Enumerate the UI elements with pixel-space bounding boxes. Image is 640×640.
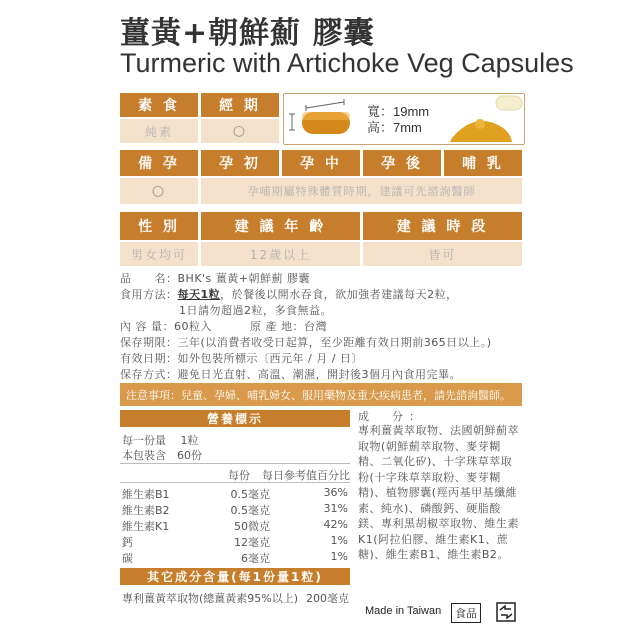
nutrient-name: 鈣	[122, 536, 133, 549]
daily-value-header: 每日參考值百分比	[262, 469, 350, 482]
nutrient-row	[120, 550, 350, 566]
caution-notice: 注意事項：兒童、孕婦、哺乳婦女、服用藥物及重大疾病患者，請先諮詢醫師。	[120, 383, 522, 406]
serving-size: 每一份量 1粒	[122, 434, 199, 447]
capsule-height: 高：7mm	[367, 120, 422, 135]
origin-value: 台灣	[304, 320, 327, 333]
nutrient-daily-value: 1%	[330, 534, 348, 547]
origin-label: 原 產 地：	[250, 320, 304, 333]
per-serving-header: 每份	[228, 469, 250, 482]
vegetarian-header: 素 食	[120, 93, 198, 117]
period-header: 經 期	[201, 93, 279, 117]
other-ingredient-amount: 200毫克	[306, 592, 349, 605]
usage-row	[120, 286, 458, 302]
nutrient-row	[120, 502, 350, 518]
nutrient-daily-value: 1%	[330, 550, 348, 563]
content-value: 60粒入	[174, 320, 212, 333]
product-name-value: BHK's 薑黃+朝鮮薊 膠囊	[177, 272, 310, 285]
nutrient-name: 維生素K1	[122, 520, 170, 533]
late-pregnancy-header: 孕 後	[363, 150, 441, 176]
content-row	[120, 318, 212, 334]
nutrient-row	[120, 518, 350, 534]
nutrition-divider	[120, 482, 350, 483]
early-pregnancy-header: 孕 初	[201, 150, 279, 176]
other-ingredients-title: 其它成分含量(每1份量1粒)	[120, 568, 350, 585]
pregnancy-note: 孕哺期屬特殊體質時期，建議可先諮詢醫師	[201, 178, 522, 204]
servings-per-pack: 本包裝含 60份	[122, 449, 202, 462]
capsule-width: 寬：19mm	[367, 104, 430, 119]
ingredients-text: 專利薑黃萃取物、法國朝鮮薊萃取物(朝鮮薊萃取物、麥芽糊精、二氧化矽)、十字珠草萃取粉(十字珠草萃取粉、麥芽糊精)、植物膠囊(羥丙基甲基纖維素、純水)、磷酸鈣、硬脂酸鎂、專利黑胡椒萃取物、維生素K1(阿拉伯膠、維生素K1、蔗糖)、維生素B1、維生素B2。	[358, 424, 519, 561]
other-ingredient-name: 專利薑黃萃取物(總薑黃素95%以上)	[122, 592, 299, 605]
nutrition-divider	[120, 463, 350, 464]
origin-row	[250, 318, 327, 334]
usage-value: ，於餐後以開水吞食，欲加強者建議每天2粒，	[220, 288, 458, 301]
vegetarian-value: 純素	[120, 119, 198, 143]
nutrient-name: 碳	[122, 552, 133, 565]
shelf-life-row	[120, 334, 492, 350]
gender-value: 男女均可	[120, 242, 198, 266]
nutrient-name: 維生素B1	[122, 488, 170, 501]
product-title-english: Turmeric with Artichoke Veg Capsules	[120, 48, 574, 78]
shelf-life-value: 三年(以消費者收受日起算，至少距離有效日期前365日以上。)	[177, 336, 492, 349]
nutrient-amount: 50微克	[234, 520, 270, 533]
nutrient-daily-value: 31%	[323, 502, 348, 515]
capsule-image-panel	[283, 93, 525, 145]
content-label: 內 容 量：	[120, 320, 174, 333]
expiry-row	[120, 350, 363, 366]
product-name-row	[120, 270, 310, 286]
prep-pregnancy-header: 備 孕	[120, 150, 198, 176]
storage-label: 保存方式：	[120, 368, 178, 381]
ingredients-title: 成 分：	[358, 410, 426, 423]
nutrient-row	[120, 534, 350, 550]
storage-row	[120, 366, 461, 382]
nutrient-amount: 0.5毫克	[230, 488, 270, 501]
nutrient-name: 維生素B2	[122, 504, 170, 517]
shelf-life-label: 保存期限：	[120, 336, 178, 349]
nutrient-amount: 0.5毫克	[230, 504, 270, 517]
nutrition-title: 營養標示	[120, 410, 350, 427]
product-title-chinese: 薑黃+朝鮮薊 膠囊	[120, 16, 375, 51]
nutrient-amount: 12毫克	[234, 536, 270, 549]
expiry-label: 有效日期：	[120, 352, 178, 365]
gender-header: 性 別	[120, 212, 198, 240]
made-in-taiwan: Made in Taiwan	[365, 605, 442, 617]
age-header: 建 議 年 齡	[201, 212, 360, 240]
nutrient-daily-value: 42%	[323, 518, 348, 531]
time-value: 皆可	[363, 242, 522, 266]
nutrient-list	[120, 486, 350, 566]
nutrient-row	[120, 486, 350, 502]
storage-value: 避免日光直射、高溫、潮濕，開封後3個月內食用完畢。	[177, 368, 461, 381]
expiry-value: 如外包裝所標示〔西元年 / 月 / 日〕	[177, 352, 363, 365]
time-header: 建 議 時 段	[363, 212, 522, 240]
recycle-icon	[496, 602, 516, 622]
food-badge: 食品	[451, 603, 481, 623]
age-value: 12歲以上	[201, 242, 360, 266]
usage-label: 食用方法：	[120, 288, 178, 301]
product-name-label: 品 名：	[120, 272, 178, 285]
mid-pregnancy-header: 孕 中	[282, 150, 360, 176]
breastfeeding-header: 哺 乳	[444, 150, 522, 176]
prep-pregnancy-value: ○	[120, 178, 198, 204]
usage-line-2: 1日請勿超過2粒，多食無益。	[179, 304, 332, 317]
usage-dose: 每天1粒	[177, 288, 221, 301]
period-value: ○	[201, 119, 279, 143]
nutrient-amount: 6毫克	[241, 552, 270, 565]
nutrient-daily-value: 36%	[323, 486, 348, 499]
